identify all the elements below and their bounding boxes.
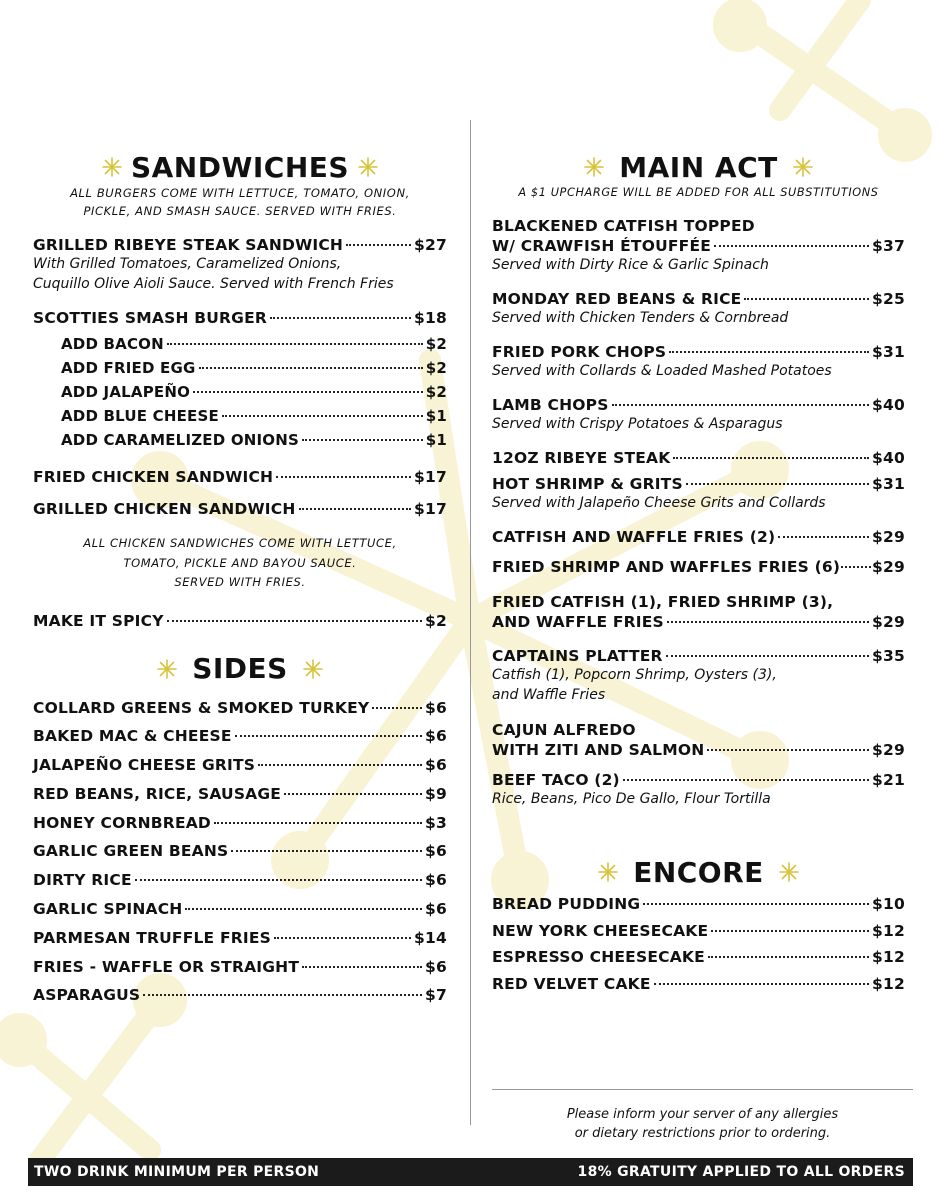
menu-item-ribeye: 12OZ RIBEYE STEAK $40 <box>492 449 905 467</box>
menu-item-fried-chicken-sandwich: FRIED CHICKEN SANDWICH $17 <box>33 468 447 486</box>
sides-title: SIDES <box>192 652 288 685</box>
star-icon <box>778 861 800 883</box>
allergy-notice: Please inform your server of any allergies or dietary restrictions prior to ordering. <box>566 1107 839 1141</box>
sides-list <box>33 694 447 1011</box>
menu-item-combo: FRIED CATFISH (1), FRIED SHRIMP (3), AND WAFFLE FRIES $29 <box>492 593 905 631</box>
dessert-item: BREAD PUDDING $10 <box>492 895 905 913</box>
star-icon <box>357 156 379 178</box>
burger-addons <box>33 332 447 452</box>
side-item: RED BEANS, RICE, SAUSAGE $9 <box>33 784 447 803</box>
encore-list <box>492 891 905 997</box>
side-item: JALAPEÑO CHEESE GRITS $6 <box>33 756 447 775</box>
dessert-item: NEW YORK CHEESECAKE $12 <box>492 921 905 940</box>
side-item: PARMESAN TRUFFLE FRIES $14 <box>33 928 447 947</box>
side-item: BAKED MAC & CHEESE $6 <box>33 727 447 746</box>
menu-item-captains-platter: CAPTAINS PLATTER $35 Catfish (1), Popcorn Shrimp, Oysters (3), and Waffle Fries <box>492 647 905 703</box>
encore-title: ENCORE <box>633 855 764 889</box>
sandwiches-heading <box>33 148 447 186</box>
gratuity-text: 18% GRATUITY APPLIED TO ALL ORDERS <box>577 1164 905 1180</box>
menu-item-red-beans: MONDAY RED BEANS & RICE $25 Served with Chicken Tenders & Cornbread <box>492 290 905 326</box>
star-icon <box>792 156 814 178</box>
star-icon <box>583 156 605 178</box>
left-column <box>33 148 447 1010</box>
menu-item-steak-sandwich: GRILLED RIBEYE STEAK SANDWICH $27 With Grilled Tomatoes, Caramelized Onions, Cuquillo Olive Aioli Sauce. Served with French Fries <box>33 236 447 292</box>
menu-item-catfish-etouffee: BLACKENED CATFISH TOPPED W/ CRAWFISH ÉTOUFFÉE $37 Served with Dirty Rice & Garlic Spinach <box>492 217 905 273</box>
star-icon <box>597 861 619 883</box>
addon-item: ADD CARAMELIZED ONIONS $1 <box>61 431 447 449</box>
menu-item-catfish-waffle: CATFISH AND WAFFLE FRIES (2) $29 <box>492 528 905 546</box>
bottom-info-bar <box>28 1158 913 1186</box>
addon-item: ADD BACON $2 <box>61 335 447 353</box>
chicken-note: ALL CHICKEN SANDWICHES COME WITH LETTUCE, TOMATO, PICKLE AND BAYOU SAUCE. SERVED WITH FRIES. <box>83 536 397 589</box>
dessert-item: RED VELVET CAKE $12 <box>492 974 905 993</box>
sandwiches-title: SANDWICHES <box>130 150 350 184</box>
right-column <box>492 148 905 997</box>
menu-item-smash-burger: SCOTTIES SMASH BURGER $18 <box>33 309 447 327</box>
sides-heading <box>33 650 447 688</box>
side-item: GARLIC GREEN BEANS $6 <box>33 842 447 861</box>
main-act-title: MAIN ACT <box>619 150 778 184</box>
menu-item-shrimp-waffle: FRIED SHRIMP AND WAFFLES FRIES (6) $29 <box>492 558 905 576</box>
addon-item: ADD BLUE CHEESE $1 <box>61 407 447 425</box>
menu-item-pork-chops: FRIED PORK CHOPS $31 Served with Collards & Loaded Mashed Potatoes <box>492 343 905 379</box>
side-item: DIRTY RICE $6 <box>33 871 447 890</box>
side-item: COLLARD GREENS & SMOKED TURKEY $6 <box>33 698 447 717</box>
menu-item-shrimp-grits: HOT SHRIMP & GRITS $31 Served with Jalapeño Cheese Grits and Collards <box>492 475 905 511</box>
addon-item: ADD FRIED EGG $2 <box>61 359 447 377</box>
main-act-note: A $1 UPCHARGE WILL BE ADDED FOR ALL SUBSTITUTIONS <box>518 186 879 199</box>
star-icon <box>302 658 324 680</box>
menu-item-make-it-spicy: MAKE IT SPICY $2 <box>33 611 447 630</box>
main-act-heading <box>492 148 905 186</box>
side-item: FRIES - WAFFLE OR STRAIGHT $6 <box>33 957 447 976</box>
side-item: ASPARAGUS $7 <box>33 986 447 1005</box>
star-icon <box>101 156 123 178</box>
dessert-item: ESPRESSO CHEESECAKE $12 <box>492 948 905 966</box>
side-item: HONEY CORNBREAD $3 <box>33 813 447 832</box>
footer-divider <box>492 1089 913 1090</box>
menu-item-lamb-chops: LAMB CHOPS $40 Served with Crispy Potatoes & Asparagus <box>492 396 905 432</box>
star-icon <box>156 658 178 680</box>
drink-minimum-text: TWO DRINK MINIMUM PER PERSON <box>34 1164 320 1180</box>
menu-item-beef-taco: BEEF TACO (2) $21 Rice, Beans, Pico De Gallo, Flour Tortilla <box>492 771 905 807</box>
column-divider <box>470 120 471 1125</box>
sandwiches-note: ALL BURGERS COME WITH LETTUCE, TOMATO, ONION, PICKLE, AND SMASH SAUCE. SERVED WITH FRIES. <box>70 186 410 218</box>
menu-item-cajun-alfredo: CAJUN ALFREDO WITH ZITI AND SALMON $29 <box>492 721 905 759</box>
side-item: GARLIC SPINACH $6 <box>33 900 447 919</box>
menu-item-grilled-chicken-sandwich: GRILLED CHICKEN SANDWICH $17 <box>33 500 447 518</box>
addon-item: ADD JALAPEÑO $2 <box>61 383 447 401</box>
encore-heading <box>492 853 905 891</box>
